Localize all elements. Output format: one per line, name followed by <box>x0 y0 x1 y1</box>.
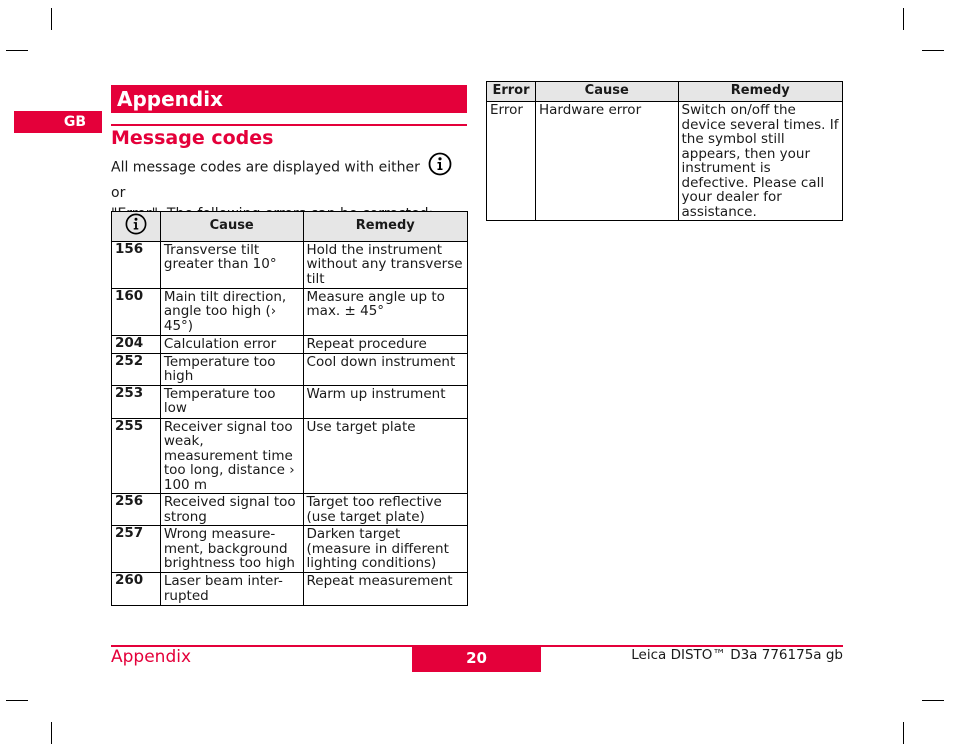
header-info-icon-cell <box>112 212 161 242</box>
table-row <box>112 494 468 526</box>
column-header-remedy: Remedy <box>678 82 842 102</box>
remedy-cell: Darken target (measure in different lighting conditions) <box>303 526 467 573</box>
remedy-cell: Target too reflective (use target plate) <box>303 494 467 526</box>
code-cell: 253 <box>112 385 161 418</box>
table-row <box>112 241 468 288</box>
error-table <box>486 81 843 221</box>
error-cell: Error <box>487 102 536 221</box>
code-cell: 252 <box>112 353 161 385</box>
subheading: Message codes <box>111 127 274 149</box>
table-row <box>112 573 468 606</box>
crop-mark <box>903 722 904 744</box>
column-header-error: Error <box>487 82 536 102</box>
cause-cell: Temperature too high <box>160 353 303 385</box>
column-header-cause: Cause <box>160 212 303 242</box>
crop-mark <box>922 50 944 51</box>
remedy-cell: Repeat measurement <box>303 573 467 606</box>
table-row <box>112 418 468 494</box>
code-cell: 255 <box>112 418 161 494</box>
footer-section: Appendix <box>111 647 192 667</box>
table-row <box>112 288 468 335</box>
remedy-cell: Hold the instrument without any transverse tilt <box>303 241 467 288</box>
footer-product: Leica DISTO™ D3a 776175a gb <box>631 647 843 663</box>
message-codes-table <box>111 211 468 606</box>
remedy-cell: Measure angle up to max. ± 45° <box>303 288 467 335</box>
cause-cell: Receiver signal too weak, measurement time too long, distance › 100 m <box>160 418 303 494</box>
code-cell: 260 <box>112 573 161 606</box>
cause-cell: Temperature too low <box>160 385 303 418</box>
code-cell: 257 <box>112 526 161 573</box>
code-cell: 156 <box>112 241 161 288</box>
cause-cell: Laser beam inter-rupted <box>160 573 303 606</box>
table-row <box>112 526 468 573</box>
section-title: Appendix <box>111 85 467 113</box>
table-row <box>112 353 468 385</box>
page-number: 20 <box>412 647 541 672</box>
crop-mark <box>51 722 52 744</box>
crop-mark <box>922 700 944 701</box>
remedy-cell: Warm up instrument <box>303 385 467 418</box>
remedy-cell: Repeat procedure <box>303 335 467 353</box>
info-icon <box>125 213 147 235</box>
code-cell: 160 <box>112 288 161 335</box>
cause-cell: Transverse tilt greater than 10° <box>160 241 303 288</box>
crop-mark <box>6 50 28 51</box>
remedy-cell: Use target plate <box>303 418 467 494</box>
remedy-cell: Cool down instrument <box>303 353 467 385</box>
table-row <box>112 335 468 353</box>
language-tab: GB <box>14 111 102 133</box>
intro-after-icon: or <box>111 185 126 201</box>
column-header-cause: Cause <box>535 82 678 102</box>
table-row <box>487 102 843 221</box>
crop-mark <box>6 700 28 701</box>
table-row <box>112 385 468 418</box>
cause-cell: Hardware error <box>535 102 678 221</box>
cause-cell: Main tilt direction, angle too high (› 45°) <box>160 288 303 335</box>
crop-mark <box>51 8 52 30</box>
cause-cell: Wrong measure-ment, background brightness too high <box>160 526 303 573</box>
code-cell: 256 <box>112 494 161 526</box>
info-icon <box>428 152 452 183</box>
code-cell: 204 <box>112 335 161 353</box>
intro-before-icon: All message codes are displayed with either <box>111 159 420 176</box>
column-header-remedy: Remedy <box>303 212 467 242</box>
cause-cell: Calculation error <box>160 335 303 353</box>
crop-mark <box>903 8 904 30</box>
cause-cell: Received signal too strong <box>160 494 303 526</box>
remedy-cell: Switch on/off the device several times. If the symbol still appears, then your instrument is defective. Please call your dealer for assistance. <box>678 102 842 221</box>
